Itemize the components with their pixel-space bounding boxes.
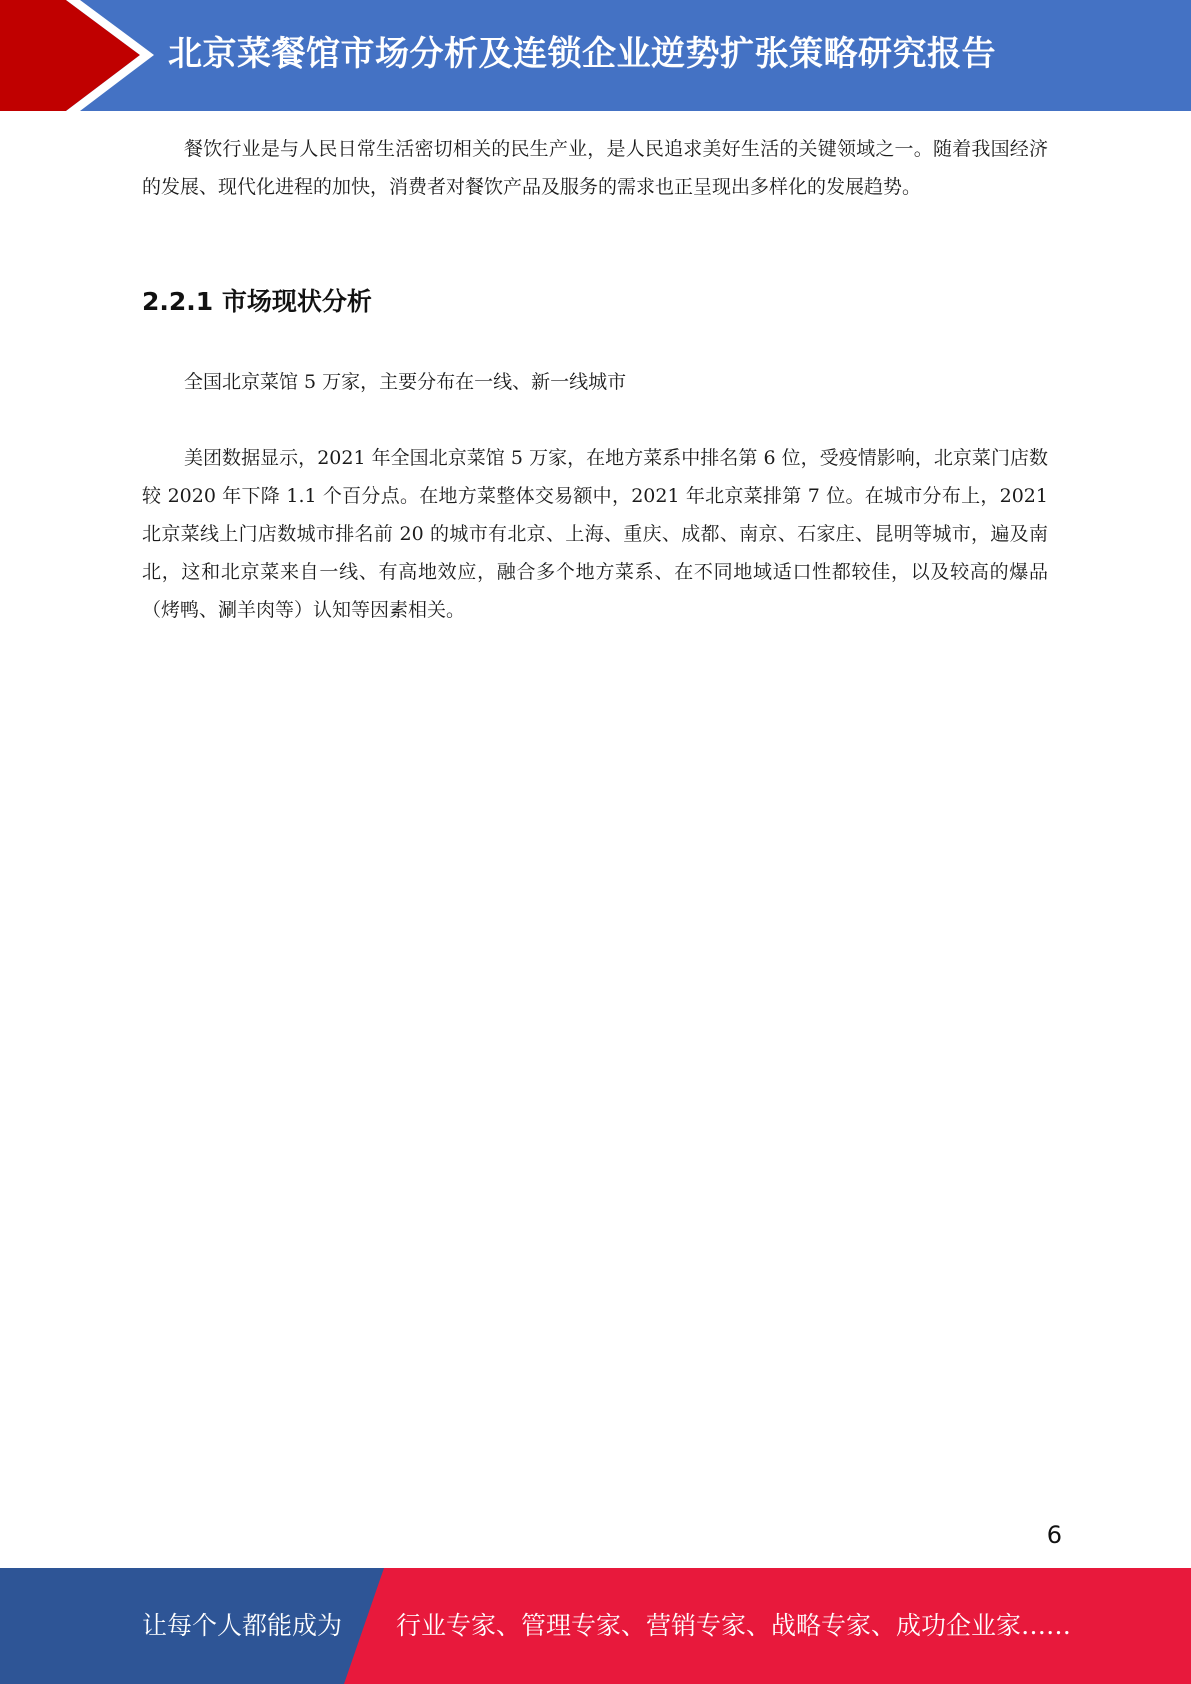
report-title: 北京菜餐馆市场分析及连锁企业逆势扩张策略研究报告 — [168, 34, 996, 74]
footer-slogan-left: 让每个人都能成为 — [142, 1611, 343, 1640]
section-heading: 2.2.1 市场现状分析 — [142, 287, 372, 316]
page-header — [0, 0, 1191, 111]
subhead-section — [142, 363, 1048, 401]
page-footer — [0, 1568, 1191, 1684]
page-number: 6 — [1046, 1521, 1062, 1549]
body-paragraph: 美团数据显示，2021 年全国北京菜馆 5 万家，在地方菜系中排名第 6 位，受疫情影响，北京菜门店数较 2020 年下降 1.1 个百分点。在地方菜整体交易额中，2021 年北京菜排第 7 位。在城市分布上，2021 北京菜线上门店数城市排名前 20 的城市有北京、上海、重庆、成都、南京、石家庄、昆明等城市，遍及南北，这和北京菜来自一线、有高地效应，融合多个地方菜系、在不同地域适口性都较佳，以及较高的爆品（烤鸭、涮羊肉等）认知等因素相关。 — [142, 447, 1048, 621]
intro-paragraph: 餐饮行业是与人民日常生活密切相关的民生产业，是人民追求美好生活的关键领域之一。随着我国经济的发展、现代化进程的加快，消费者对餐饮产品及服务的需求也正呈现出多样化的发展趋势。 — [142, 138, 1048, 198]
subhead-paragraph: 全国北京菜馆 5 万家，主要分布在一线、新一线城市 — [184, 371, 627, 393]
body-section — [142, 439, 1048, 629]
footer-slogan-right: 行业专家、管理专家、营销专家、战略专家、成功企业家…… — [396, 1611, 1072, 1640]
intro-section — [142, 130, 1048, 206]
